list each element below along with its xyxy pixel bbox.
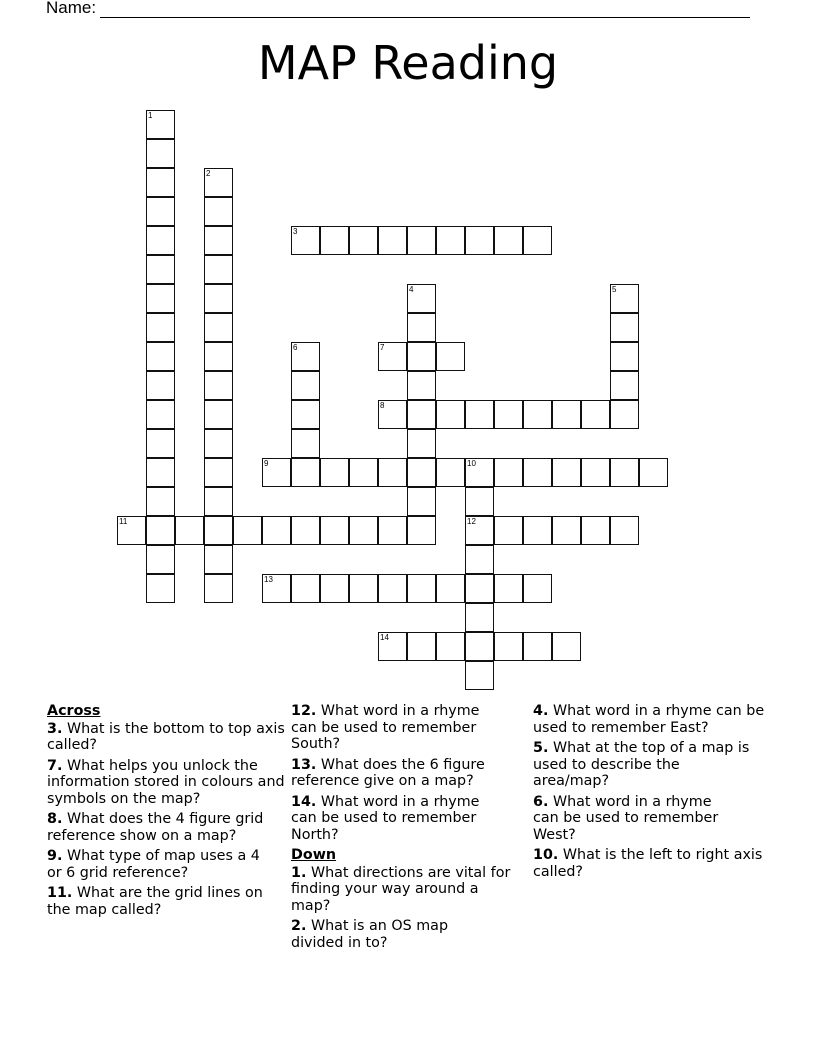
crossword-cell[interactable]	[146, 400, 175, 429]
crossword-cell[interactable]	[465, 603, 494, 632]
crossword-cell[interactable]	[436, 632, 465, 661]
down-heading: Down	[291, 847, 337, 863]
clue-number: 6	[293, 343, 298, 352]
crossword-cell[interactable]	[146, 139, 175, 168]
clue-across-12: 12. What word in a rhyme can be used to remember South?	[291, 703, 480, 752]
crossword-cell[interactable]	[523, 226, 552, 255]
crossword-cell[interactable]	[407, 458, 436, 487]
crossword-cell[interactable]	[436, 342, 465, 371]
clues-column-1	[47, 703, 287, 922]
crossword-cell[interactable]	[494, 226, 523, 255]
crossword-cell[interactable]	[465, 516, 494, 545]
crossword-cell[interactable]	[291, 574, 320, 603]
crossword-cell[interactable]	[262, 458, 291, 487]
crossword-cell[interactable]	[146, 574, 175, 603]
crossword-cell[interactable]	[204, 226, 233, 255]
crossword-cell[interactable]	[320, 458, 349, 487]
crossword-cell[interactable]	[204, 487, 233, 516]
crossword-cell[interactable]	[407, 313, 436, 342]
crossword-cell[interactable]	[204, 168, 233, 197]
clue-down-2: 2. What is an OS map divided in to?	[291, 918, 449, 951]
crossword-cell[interactable]	[291, 458, 320, 487]
crossword-cell[interactable]	[146, 516, 175, 545]
crossword-cell[interactable]	[407, 342, 436, 371]
crossword-cell[interactable]	[610, 516, 639, 545]
clues-column-2	[291, 703, 521, 955]
crossword-cell[interactable]	[494, 516, 523, 545]
crossword-cell[interactable]	[349, 458, 378, 487]
clue-down-1: 1. What directions are vital for finding your way around a map?	[291, 864, 511, 914]
name-blank[interactable]	[100, 1, 750, 18]
crossword-cell[interactable]	[378, 574, 407, 603]
crossword-cell[interactable]	[407, 371, 436, 400]
page-title: MAP Reading	[257, 36, 559, 90]
crossword-cell[interactable]	[204, 197, 233, 226]
crossword-cell[interactable]	[291, 226, 320, 255]
crossword-cell[interactable]	[378, 632, 407, 661]
crossword-cell[interactable]	[204, 516, 233, 545]
clue-across-7: 7. What helps you unlock the information stored in colours and symbols on the map?	[47, 757, 285, 807]
crossword-cell[interactable]	[523, 632, 552, 661]
clue-number: 1	[148, 111, 153, 120]
crossword-cell[interactable]	[146, 226, 175, 255]
clue-number: 12	[467, 517, 476, 526]
crossword-cell[interactable]	[465, 400, 494, 429]
clue-across-3: 3. What is the bottom to top axis called?	[47, 720, 285, 753]
crossword-cell[interactable]	[233, 516, 262, 545]
crossword-cell[interactable]	[407, 226, 436, 255]
crossword-cell[interactable]	[465, 574, 494, 603]
crossword-cell[interactable]	[407, 516, 436, 545]
crossword-cell[interactable]	[146, 313, 175, 342]
crossword-cell[interactable]	[204, 342, 233, 371]
clue-down-5: 5. What at the top of a map is used to describe the area/map?	[533, 740, 750, 789]
crossword-cell[interactable]	[349, 516, 378, 545]
crossword-cell[interactable]	[407, 632, 436, 661]
crossword-cell[interactable]	[465, 226, 494, 255]
crossword-cell[interactable]	[610, 284, 639, 313]
crossword-cell[interactable]	[262, 516, 291, 545]
crossword-cell[interactable]	[436, 400, 465, 429]
crossword-cell[interactable]	[436, 458, 465, 487]
crossword-cell[interactable]	[639, 458, 668, 487]
crossword-cell[interactable]	[146, 284, 175, 313]
crossword-cell[interactable]	[494, 400, 523, 429]
clue-across-13: 13. What does the 6 figure reference give on a map?	[291, 756, 485, 789]
crossword-cell[interactable]	[291, 342, 320, 371]
crossword-cell[interactable]	[407, 574, 436, 603]
crossword-cell[interactable]	[465, 545, 494, 574]
crossword-cell[interactable]	[552, 632, 581, 661]
clue-across-11: 11. What are the grid lines on the map called?	[47, 885, 263, 918]
crossword-cell[interactable]	[204, 545, 233, 574]
crossword-cell[interactable]	[349, 226, 378, 255]
clue-number: 4	[409, 285, 414, 294]
crossword-cell[interactable]	[320, 516, 349, 545]
crossword-cell[interactable]	[494, 632, 523, 661]
crossword-cell[interactable]	[494, 574, 523, 603]
crossword-cell[interactable]	[291, 429, 320, 458]
crossword-cell[interactable]	[610, 400, 639, 429]
crossword-cell[interactable]	[378, 226, 407, 255]
clues-column-3	[533, 703, 783, 884]
crossword-cell[interactable]	[204, 574, 233, 603]
clue-number: 14	[380, 633, 389, 642]
clue-down-6: 6. What word in a rhyme can be used to remember West?	[533, 793, 719, 843]
crossword-cell[interactable]	[581, 516, 610, 545]
clue-number: 13	[264, 575, 273, 584]
across-heading: Across	[47, 703, 101, 719]
crossword-cell[interactable]	[291, 371, 320, 400]
crossword-cell[interactable]	[610, 371, 639, 400]
crossword-cell[interactable]	[581, 458, 610, 487]
crossword-cell[interactable]	[523, 400, 552, 429]
crossword-cell[interactable]	[146, 110, 175, 139]
crossword-cell[interactable]	[407, 284, 436, 313]
crossword-cell[interactable]	[494, 458, 523, 487]
crossword-cell[interactable]	[552, 516, 581, 545]
crossword-cell[interactable]	[407, 400, 436, 429]
crossword-cell[interactable]	[378, 342, 407, 371]
crossword-cell[interactable]	[378, 400, 407, 429]
crossword-cell[interactable]	[204, 400, 233, 429]
crossword-cell[interactable]	[320, 574, 349, 603]
crossword-cell[interactable]	[291, 400, 320, 429]
crossword-cell[interactable]	[204, 313, 233, 342]
clue-number: 10	[467, 459, 476, 468]
crossword-cell[interactable]	[378, 516, 407, 545]
crossword-cell[interactable]	[552, 400, 581, 429]
clue-number: 2	[206, 169, 211, 178]
clue-number: 11	[119, 517, 128, 526]
crossword-cell[interactable]	[610, 458, 639, 487]
crossword-cell[interactable]	[465, 487, 494, 516]
crossword-cell[interactable]	[204, 284, 233, 313]
name-field[interactable]	[46, 0, 750, 18]
name-label: Name:	[46, 0, 97, 17]
crossword-cell[interactable]	[407, 487, 436, 516]
crossword-cell[interactable]	[552, 458, 581, 487]
clue-number: 7	[380, 343, 385, 352]
crossword-cell[interactable]	[117, 516, 146, 545]
crossword-cell[interactable]	[465, 661, 494, 690]
crossword-cell[interactable]	[146, 458, 175, 487]
crossword-cell[interactable]	[204, 429, 233, 458]
clue-number: 8	[380, 401, 385, 410]
clue-down-4: 4. What word in a rhyme can be used to remember East?	[533, 703, 765, 736]
crossword-cell[interactable]	[378, 458, 407, 487]
crossword-cell[interactable]	[204, 255, 233, 284]
clue-down-10: 10. What is the left to right axis called?	[533, 847, 763, 880]
crossword-cell[interactable]	[146, 429, 175, 458]
crossword-cell[interactable]	[581, 400, 610, 429]
crossword-cell[interactable]	[523, 458, 552, 487]
crossword-cell[interactable]	[146, 487, 175, 516]
crossword-cell[interactable]	[262, 574, 291, 603]
crossword-cell[interactable]	[146, 342, 175, 371]
crossword-cell[interactable]	[175, 516, 204, 545]
crossword-cell[interactable]	[146, 371, 175, 400]
crossword-cell[interactable]	[204, 371, 233, 400]
crossword-cell[interactable]	[146, 197, 175, 226]
crossword-cell[interactable]	[523, 516, 552, 545]
clue-number: 3	[293, 227, 298, 236]
crossword-cell[interactable]	[465, 458, 494, 487]
crossword-cell[interactable]	[349, 574, 378, 603]
crossword-cell[interactable]	[523, 574, 552, 603]
clue-across-9: 9. What type of map uses a 4 or 6 grid reference?	[47, 848, 260, 881]
crossword-cell[interactable]	[146, 168, 175, 197]
clue-across-14: 14. What word in a rhyme can be used to remember North?	[291, 793, 480, 843]
crossword-cell[interactable]	[436, 574, 465, 603]
crossword-cell[interactable]	[146, 255, 175, 284]
crossword-cell[interactable]	[610, 342, 639, 371]
crossword-cell[interactable]	[436, 226, 465, 255]
crossword-cell[interactable]	[465, 632, 494, 661]
clue-number: 9	[264, 459, 269, 468]
crossword-cell[interactable]	[291, 516, 320, 545]
crossword-cell[interactable]	[320, 226, 349, 255]
crossword-cell[interactable]	[610, 313, 639, 342]
crossword-cell[interactable]	[146, 545, 175, 574]
clue-number: 5	[612, 285, 617, 294]
clue-across-8: 8. What does the 4 figure grid reference show on a map?	[47, 811, 264, 844]
crossword-cell[interactable]	[407, 429, 436, 458]
crossword-cell[interactable]	[204, 458, 233, 487]
